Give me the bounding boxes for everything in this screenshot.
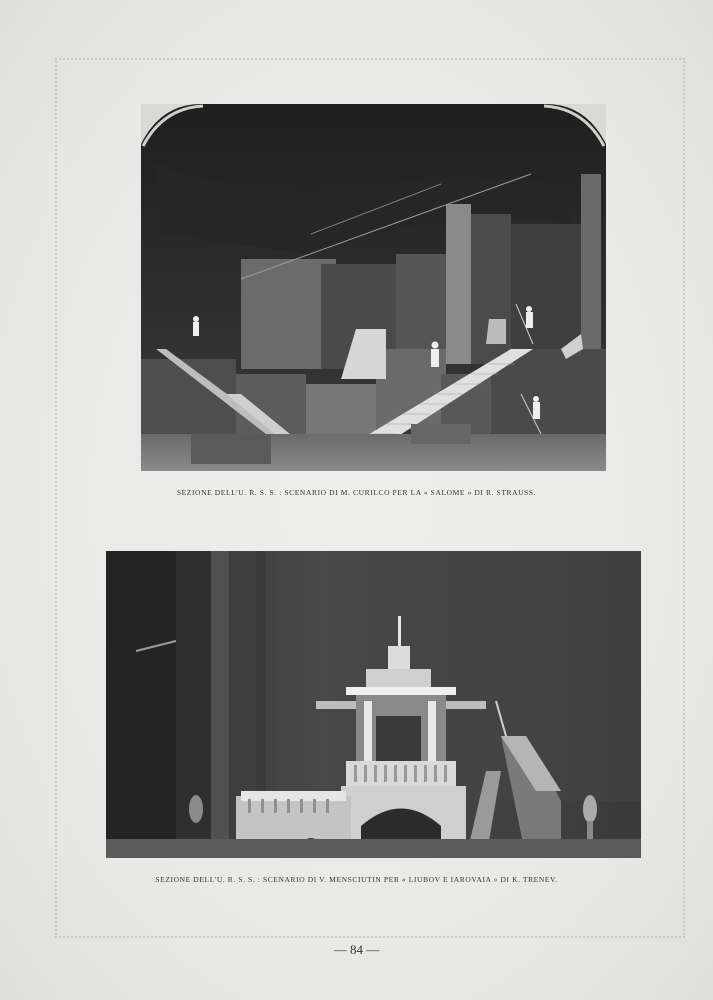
page-number — [0, 942, 713, 958]
stage-set-photo-liubov-iarovaia — [106, 551, 641, 858]
stage-set-liubov-illustration — [106, 551, 641, 858]
stage-set-salome-illustration — [141, 104, 606, 471]
caption-bottom: SEZIONE DELL'U. R. S. S. : SCENARIO DI V. MENSCIUTIN PER « LIUBOV E IAROVAIA » DI K. TRENEV. — [155, 875, 558, 884]
stage-set-photo-salome — [141, 104, 606, 471]
caption-top: SEZIONE DELL'U. R. S. S. : SCENARIO DI M. CURILCO PER LA « SALOME » DI R. STRAUSS. — [176, 488, 537, 497]
folio-dash-left: — — [333, 942, 347, 957]
folio-number: 84 — [350, 942, 363, 957]
folio-dash-right: — — [366, 942, 380, 957]
